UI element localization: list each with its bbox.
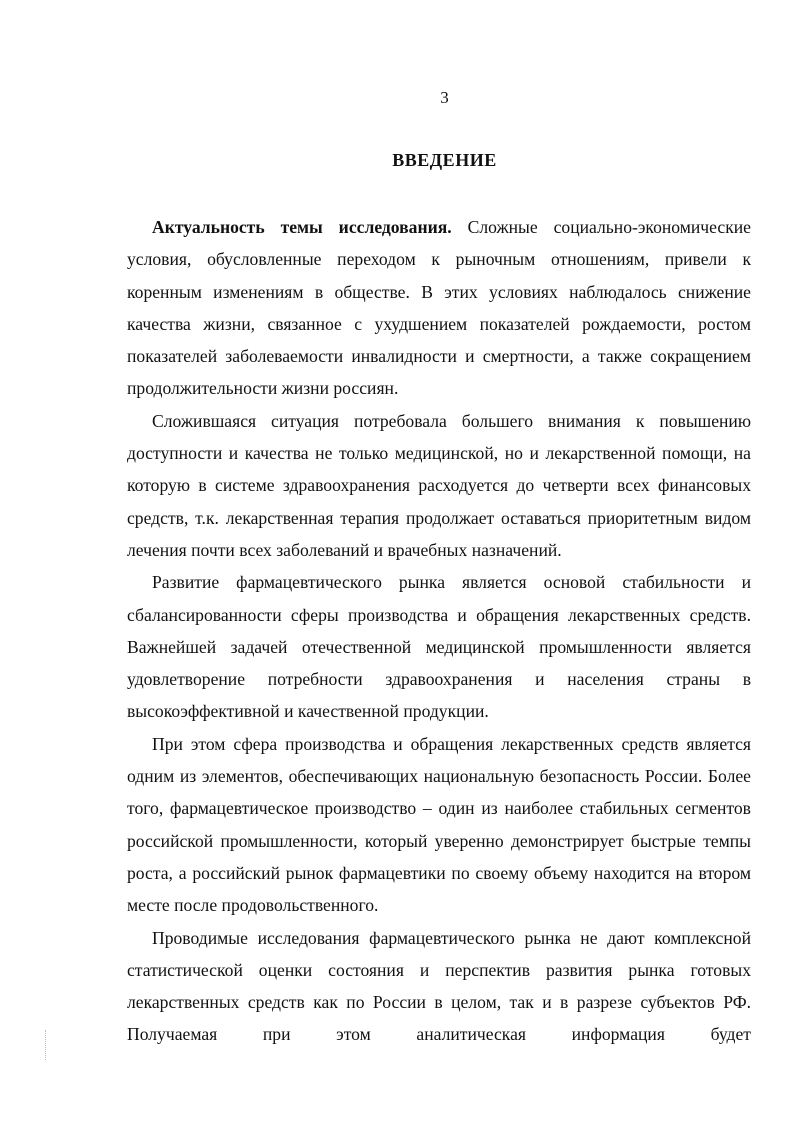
page-number: 3 (440, 88, 449, 107)
paragraph-market-development (127, 566, 751, 727)
paragraph-national-security (127, 728, 751, 922)
paragraph-relevance (127, 211, 751, 405)
section-title: ВВЕДЕНИЕ (392, 150, 497, 170)
paragraph-text: При этом сфера производства и обращения лекарственных средств является одним из элементов, обеспечивающих национальную безопасность России. Более того, фармацевтическое производство – один из наиболее стабильных сегментов российской промышленности, который уверенно демонстрирует быстрые темпы роста, а российский рынок фармацевтики по своему объему находится на втором месте после продовольственного. (127, 733, 751, 916)
paragraph-lead: Актуальность темы исследования. (152, 217, 452, 237)
paragraph-situation (127, 405, 751, 566)
paragraph-text: Проводимые исследования фармацевтического рынка не дают комплексной статистической оценки состояния и перспектив развития рынка готовых лекарственных средств как по России в целом, так и в разрезе субъектов РФ. Получаемая при этом аналитическая информация будет (127, 927, 751, 1045)
document-body (127, 211, 751, 1051)
paragraph-research (127, 922, 751, 1051)
paragraph-text: Развитие фармацевтического рынка является основой стабильности и сбалансированности сферы производства и обращения лекарственных средств. Важнейшей задачей отечественной медицинской промышленности является удовлетворение потребности здравоохранения и населения страны в высокоэффективной и качественной продукции. (127, 572, 751, 722)
paragraph-text: Сложившаяся ситуация потребовала большего внимания к повышению доступности и качества не только медицинской, но и лекарственной помощи, на которую в системе здравоохранения расходуется до четверти всех финансовых средств, т.к. лекарственная терапия продолжает оставаться приоритетным видом лечения почти всех заболеваний и врачебных назначений. (127, 410, 751, 560)
paragraph-text: Сложные социально-экономические условия, обусловленные переходом к рыночным отношениям, привели к коренным изменениям в обществе. В этих условиях наблюдалось снижение качества жизни, связанное с ухудшением показателей рождаемости, ростом показателей заболеваемости инвалидности и смертности, а также сокращением продолжительности жизни россиян. (127, 217, 751, 399)
scan-margin-mark (45, 1030, 48, 1060)
